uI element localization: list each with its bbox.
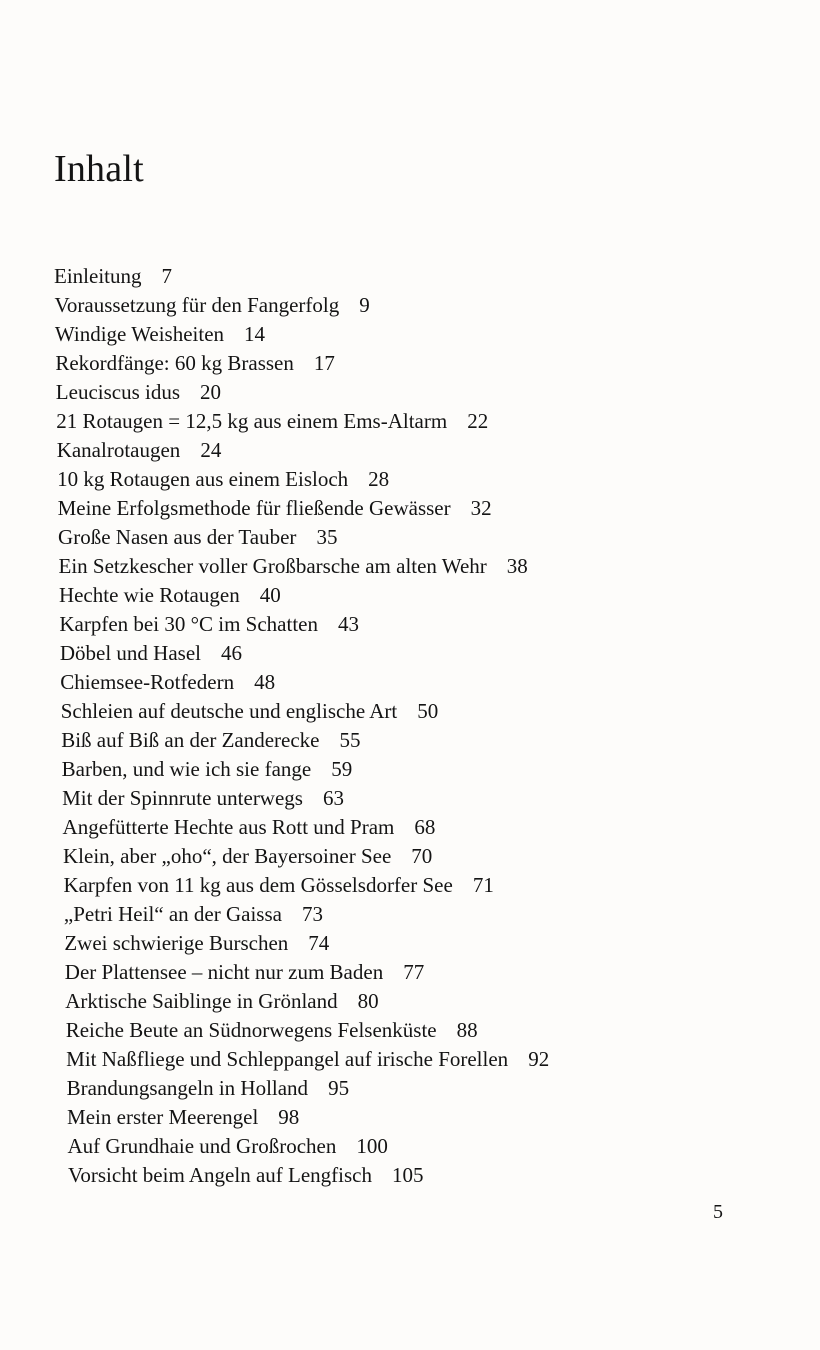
toc-entry-title: 21 Rotaugen = 12,5 kg aus einem Ems-Altarm [56, 409, 448, 433]
toc-entry-title: Auf Grundhaie und Großrochen [67, 1134, 337, 1158]
toc-entry-page: 28 [368, 467, 390, 491]
toc-entry [0, 1103, 760, 1132]
table-of-contents [0, 262, 760, 1190]
toc-entry-title: Zwei schwierige Burschen [64, 931, 289, 955]
toc-entry-title: Ein Setzkescher voller Großbarsche am alten Wehr [58, 554, 487, 578]
toc-entry-page: 74 [308, 931, 330, 955]
toc-entry [0, 697, 760, 726]
toc-entry [0, 726, 760, 755]
toc-entry-page: 88 [456, 1018, 478, 1042]
page-title: Inhalt [54, 148, 144, 190]
toc-entry [0, 610, 760, 639]
toc-entry-page: 17 [313, 351, 335, 375]
toc-entry [0, 813, 760, 842]
toc-entry-page: 22 [467, 409, 489, 433]
toc-entry-title: Reiche Beute an Südnorwegens Felsenküste [65, 1018, 437, 1042]
toc-entry-page: 92 [528, 1047, 550, 1071]
toc-entry-title: Mit Naßfliege und Schleppangel auf irische Forellen [66, 1047, 509, 1071]
toc-entry-title: Windige Weisheiten [54, 322, 225, 346]
toc-entry-title: Vorsicht beim Angeln auf Lengfisch [67, 1163, 372, 1187]
toc-entry-page: 63 [322, 786, 344, 810]
toc-entry-title: Mein erster Meerengel [67, 1105, 259, 1129]
toc-entry-page: 68 [414, 815, 436, 839]
toc-entry [0, 552, 760, 581]
toc-entry [0, 436, 760, 465]
toc-entry [0, 1045, 760, 1074]
toc-entry-page: 32 [470, 496, 492, 520]
toc-entry [0, 378, 760, 407]
toc-entry-title: Voraussetzung für den Fangerfolg [54, 293, 340, 317]
toc-entry-page: 70 [411, 844, 433, 868]
toc-entry-title: Rekordfänge: 60 kg Brassen [55, 351, 294, 375]
toc-entry-page: 59 [331, 757, 353, 781]
toc-entry-title: Chiemsee-Rotfedern [60, 670, 235, 694]
toc-entry [0, 1074, 760, 1103]
toc-entry [0, 987, 760, 1016]
toc-entry-page: 7 [161, 264, 172, 288]
toc-entry-title: Kanalrotaugen [56, 438, 181, 462]
toc-entry-page: 77 [403, 960, 425, 984]
toc-entry-title: Karpfen von 11 kg aus dem Gösselsdorfer See [63, 873, 453, 897]
toc-entry-title: Brandungsangeln in Holland [66, 1076, 309, 1100]
toc-entry-title: Große Nasen aus der Tauber [58, 525, 297, 549]
toc-entry-page: 20 [200, 380, 222, 404]
toc-entry-title: Barben, und wie ich sie fange [61, 757, 312, 781]
toc-entry [0, 842, 760, 871]
toc-entry-page: 73 [301, 902, 323, 926]
toc-entry [0, 1132, 760, 1161]
toc-entry [0, 639, 760, 668]
toc-entry-title: Leuciscus idus [55, 380, 181, 404]
toc-entry [0, 871, 760, 900]
toc-entry-title: Arktische Saiblinge in Grönland [65, 989, 338, 1013]
toc-entry-title: Der Plattensee – nicht nur zum Baden [64, 960, 384, 984]
toc-entry-page: 9 [359, 293, 370, 317]
toc-entry-page: 35 [316, 525, 338, 549]
toc-entry-page: 48 [254, 670, 276, 694]
toc-entry [0, 784, 760, 813]
toc-entry-page: 40 [259, 583, 281, 607]
toc-entry-page: 14 [244, 322, 266, 346]
toc-entry-title: Einleitung [54, 264, 142, 288]
toc-entry-title: Hechte wie Rotaugen [58, 583, 240, 607]
toc-entry [0, 407, 760, 436]
toc-entry [0, 494, 760, 523]
toc-entry-title: Döbel und Hasel [59, 641, 201, 665]
toc-entry-title: 10 kg Rotaugen aus einem Eisloch [57, 467, 349, 491]
toc-entry-title: Angefütterte Hechte aus Rott und Pram [62, 815, 395, 839]
toc-entry-page: 105 [392, 1163, 424, 1187]
toc-entry-page: 50 [417, 699, 439, 723]
toc-entry-page: 80 [357, 989, 379, 1013]
toc-entry [0, 1161, 760, 1190]
toc-entry [0, 262, 760, 291]
toc-entry-page: 71 [472, 873, 494, 897]
toc-entry-title: Biß auf Biß an der Zanderecke [61, 728, 320, 752]
toc-entry-page: 43 [337, 612, 359, 636]
toc-entry [0, 581, 760, 610]
toc-entry-title: Meine Erfolgsmethode für fließende Gewässer [57, 496, 451, 520]
toc-entry-page: 24 [200, 438, 222, 462]
toc-entry-title: Mit der Spinnrute unterwegs [62, 786, 303, 810]
toc-entry-page: 55 [339, 728, 361, 752]
toc-entry [0, 668, 760, 697]
toc-entry [0, 465, 760, 494]
toc-entry [0, 523, 760, 552]
toc-entry-page: 95 [328, 1076, 350, 1100]
toc-entry [0, 291, 760, 320]
toc-entry [0, 900, 760, 929]
toc-entry-title: Schleien auf deutsche und englische Art [60, 699, 398, 723]
toc-entry [0, 349, 760, 378]
toc-entry-page: 98 [278, 1105, 300, 1129]
toc-entry-page: 38 [506, 554, 528, 578]
toc-entry-title: Karpfen bei 30 °C im Schatten [59, 612, 318, 636]
toc-entry-page: 46 [220, 641, 242, 665]
toc-entry-page: 100 [356, 1134, 388, 1158]
toc-entry-title: Klein, aber „oho“, der Bayersoiner See [63, 844, 392, 868]
page-number: 5 [713, 1201, 723, 1223]
toc-entry [0, 755, 760, 784]
toc-entry [0, 958, 760, 987]
toc-entry [0, 320, 760, 349]
toc-entry [0, 1016, 760, 1045]
toc-entry [0, 929, 760, 958]
toc-entry-title: „Petri Heil“ an der Gaissa [63, 902, 282, 926]
